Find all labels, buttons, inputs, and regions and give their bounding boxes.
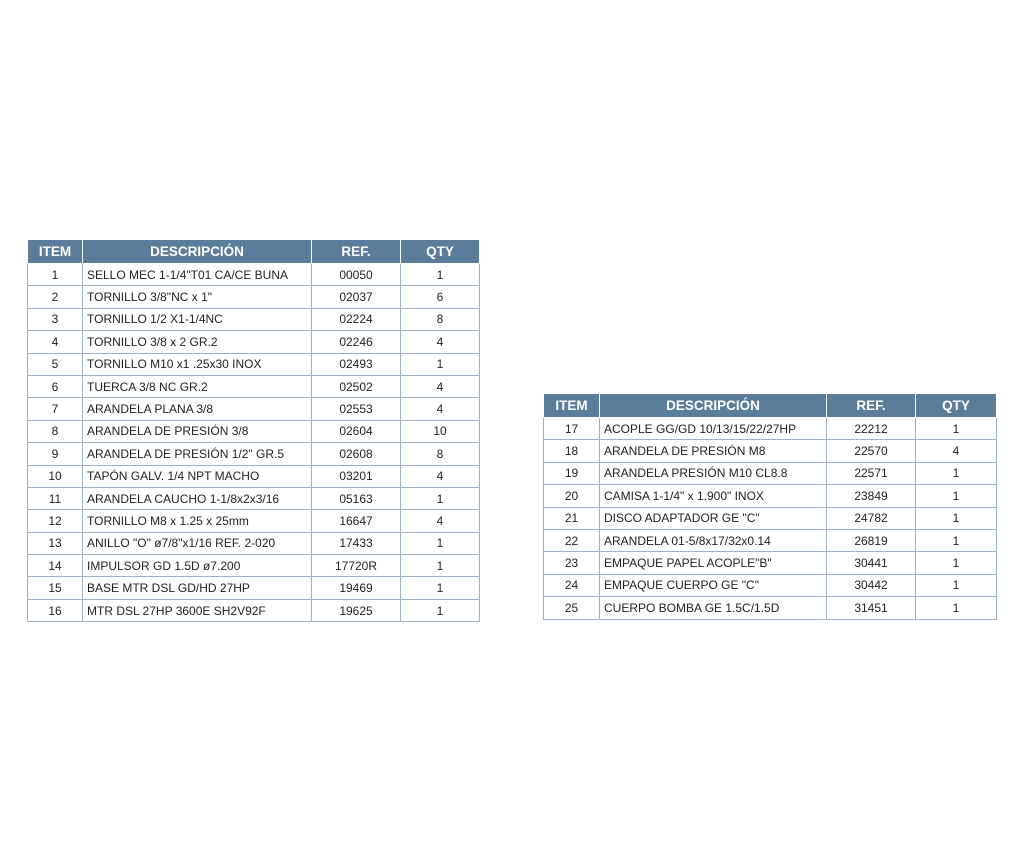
cell-qty: 1: [916, 552, 997, 574]
cell-qty: 1: [401, 532, 480, 554]
header-ref: REF.: [827, 394, 916, 418]
cell-qty: 1: [401, 577, 480, 599]
cell-item: 16: [28, 599, 83, 621]
cell-qty: 1: [401, 487, 480, 509]
cell-description: TUERCA 3/8 NC GR.2: [83, 375, 312, 397]
cell-description: ANILLO "O" ø7/8"x1/16 REF. 2-020: [83, 532, 312, 554]
table-row: [544, 507, 997, 529]
header-description: DESCRIPCIÓN: [83, 240, 312, 264]
cell-item: 17: [544, 418, 600, 440]
cell-description: ACOPLE GG/GD 10/13/15/22/27HP: [600, 418, 827, 440]
table-row: [28, 487, 480, 509]
cell-item: 11: [28, 487, 83, 509]
cell-qty: 4: [401, 331, 480, 353]
cell-qty: 8: [401, 443, 480, 465]
cell-description: ARANDELA 01-5/8x17/32x0.14: [600, 529, 827, 551]
cell-qty: 1: [401, 555, 480, 577]
cell-qty: 1: [916, 529, 997, 551]
cell-description: ARANDELA DE PRESIÓN 1/2" GR.5: [83, 443, 312, 465]
cell-description: EMPAQUE PAPEL ACOPLE"B": [600, 552, 827, 574]
cell-qty: 4: [401, 510, 480, 532]
cell-qty: 1: [916, 485, 997, 507]
cell-item: 3: [28, 308, 83, 330]
cell-description: BASE MTR DSL GD/HD 27HP: [83, 577, 312, 599]
cell-description: TORNILLO 3/8 x 2 GR.2: [83, 331, 312, 353]
table-row: [28, 443, 480, 465]
cell-description: ARANDELA PRESIÓN M10 CL8.8: [600, 462, 827, 484]
cell-description: ARANDELA DE PRESIÓN 3/8: [83, 420, 312, 442]
cell-description: TORNILLO 3/8"NC x 1": [83, 286, 312, 308]
cell-item: 12: [28, 510, 83, 532]
cell-item: 1: [28, 264, 83, 286]
cell-description: ARANDELA CAUCHO 1-1/8x2x3/16: [83, 487, 312, 509]
cell-description: ARANDELA PLANA 3/8: [83, 398, 312, 420]
header-ref: REF.: [312, 240, 401, 264]
cell-item: 2: [28, 286, 83, 308]
cell-ref: 02553: [312, 398, 401, 420]
table-row: [28, 398, 480, 420]
cell-ref: 26819: [827, 529, 916, 551]
cell-item: 4: [28, 331, 83, 353]
table-row: [28, 599, 480, 621]
table-row: [544, 552, 997, 574]
cell-ref: 02502: [312, 375, 401, 397]
table-header-row: [544, 394, 997, 418]
cell-qty: 4: [916, 440, 997, 462]
cell-description: CAMISA 1-1/4" x 1.900" INOX: [600, 485, 827, 507]
table-row: [544, 485, 997, 507]
cell-ref: 00050: [312, 264, 401, 286]
cell-qty: 8: [401, 308, 480, 330]
cell-ref: 02604: [312, 420, 401, 442]
cell-ref: 19469: [312, 577, 401, 599]
cell-ref: 17433: [312, 532, 401, 554]
cell-item: 19: [544, 462, 600, 484]
table-row: [28, 308, 480, 330]
cell-description: CUERPO BOMBA GE 1.5C/1.5D: [600, 597, 827, 619]
cell-qty: 4: [401, 398, 480, 420]
cell-item: 14: [28, 555, 83, 577]
cell-ref: 30441: [827, 552, 916, 574]
cell-item: 24: [544, 574, 600, 596]
cell-description: DISCO ADAPTADOR GE "C": [600, 507, 827, 529]
cell-item: 20: [544, 485, 600, 507]
cell-item: 10: [28, 465, 83, 487]
cell-item: 5: [28, 353, 83, 375]
cell-description: TAPÓN GALV. 1/4 NPT MACHO: [83, 465, 312, 487]
cell-ref: 02493: [312, 353, 401, 375]
cell-item: 15: [28, 577, 83, 599]
table-body: [544, 418, 997, 620]
table-row: [28, 353, 480, 375]
cell-description: TORNILLO M8 x 1.25 x 25mm: [83, 510, 312, 532]
table-row: [544, 574, 997, 596]
cell-qty: 4: [401, 375, 480, 397]
cell-ref: 23849: [827, 485, 916, 507]
cell-description: MTR DSL 27HP 3600E SH2V92F: [83, 599, 312, 621]
table-header-row: [28, 240, 480, 264]
cell-item: 7: [28, 398, 83, 420]
cell-ref: 02608: [312, 443, 401, 465]
table-row: [28, 532, 480, 554]
cell-qty: 1: [916, 597, 997, 619]
parts-table-right: [543, 393, 997, 620]
cell-qty: 1: [916, 507, 997, 529]
cell-ref: 05163: [312, 487, 401, 509]
cell-qty: 1: [401, 264, 480, 286]
cell-item: 8: [28, 420, 83, 442]
cell-item: 9: [28, 443, 83, 465]
table-row: [544, 418, 997, 440]
cell-item: 22: [544, 529, 600, 551]
cell-description: IMPULSOR GD 1.5D ø7.200: [83, 555, 312, 577]
cell-ref: 16647: [312, 510, 401, 532]
cell-qty: 1: [916, 462, 997, 484]
cell-ref: 02224: [312, 308, 401, 330]
cell-item: 23: [544, 552, 600, 574]
cell-ref: 22570: [827, 440, 916, 462]
table-row: [28, 286, 480, 308]
table-row: [28, 510, 480, 532]
cell-qty: 4: [401, 465, 480, 487]
cell-item: 6: [28, 375, 83, 397]
cell-qty: 1: [916, 418, 997, 440]
table-row: [28, 577, 480, 599]
cell-item: 13: [28, 532, 83, 554]
cell-description: SELLO MEC 1-1/4"T01 CA/CE BUNA: [83, 264, 312, 286]
cell-qty: 1: [401, 353, 480, 375]
cell-description: TORNILLO 1/2 X1-1/4NC: [83, 308, 312, 330]
cell-ref: 19625: [312, 599, 401, 621]
header-qty: QTY: [916, 394, 997, 418]
table-row: [28, 331, 480, 353]
table-row: [28, 264, 480, 286]
table-row: [544, 462, 997, 484]
cell-qty: 1: [401, 599, 480, 621]
header-qty: QTY: [401, 240, 480, 264]
cell-ref: 02037: [312, 286, 401, 308]
cell-ref: 17720R: [312, 555, 401, 577]
table-row: [28, 375, 480, 397]
cell-qty: 1: [916, 574, 997, 596]
cell-description: TORNILLO M10 x1 .25x30 INOX: [83, 353, 312, 375]
cell-ref: 22571: [827, 462, 916, 484]
cell-ref: 31451: [827, 597, 916, 619]
header-item: ITEM: [28, 240, 83, 264]
cell-item: 21: [544, 507, 600, 529]
cell-description: EMPAQUE CUERPO GE "C": [600, 574, 827, 596]
cell-qty: 6: [401, 286, 480, 308]
table-body: [28, 264, 480, 622]
cell-item: 25: [544, 597, 600, 619]
cell-qty: 10: [401, 420, 480, 442]
cell-ref: 24782: [827, 507, 916, 529]
cell-ref: 02246: [312, 331, 401, 353]
header-item: ITEM: [544, 394, 600, 418]
table-row: [28, 420, 480, 442]
table-row: [28, 555, 480, 577]
cell-ref: 03201: [312, 465, 401, 487]
table-row: [544, 529, 997, 551]
cell-ref: 22212: [827, 418, 916, 440]
table-row: [28, 465, 480, 487]
parts-table-left: [27, 239, 480, 622]
cell-item: 18: [544, 440, 600, 462]
header-description: DESCRIPCIÓN: [600, 394, 827, 418]
table-row: [544, 440, 997, 462]
cell-description: ARANDELA DE PRESIÓN M8: [600, 440, 827, 462]
table-row: [544, 597, 997, 619]
cell-ref: 30442: [827, 574, 916, 596]
